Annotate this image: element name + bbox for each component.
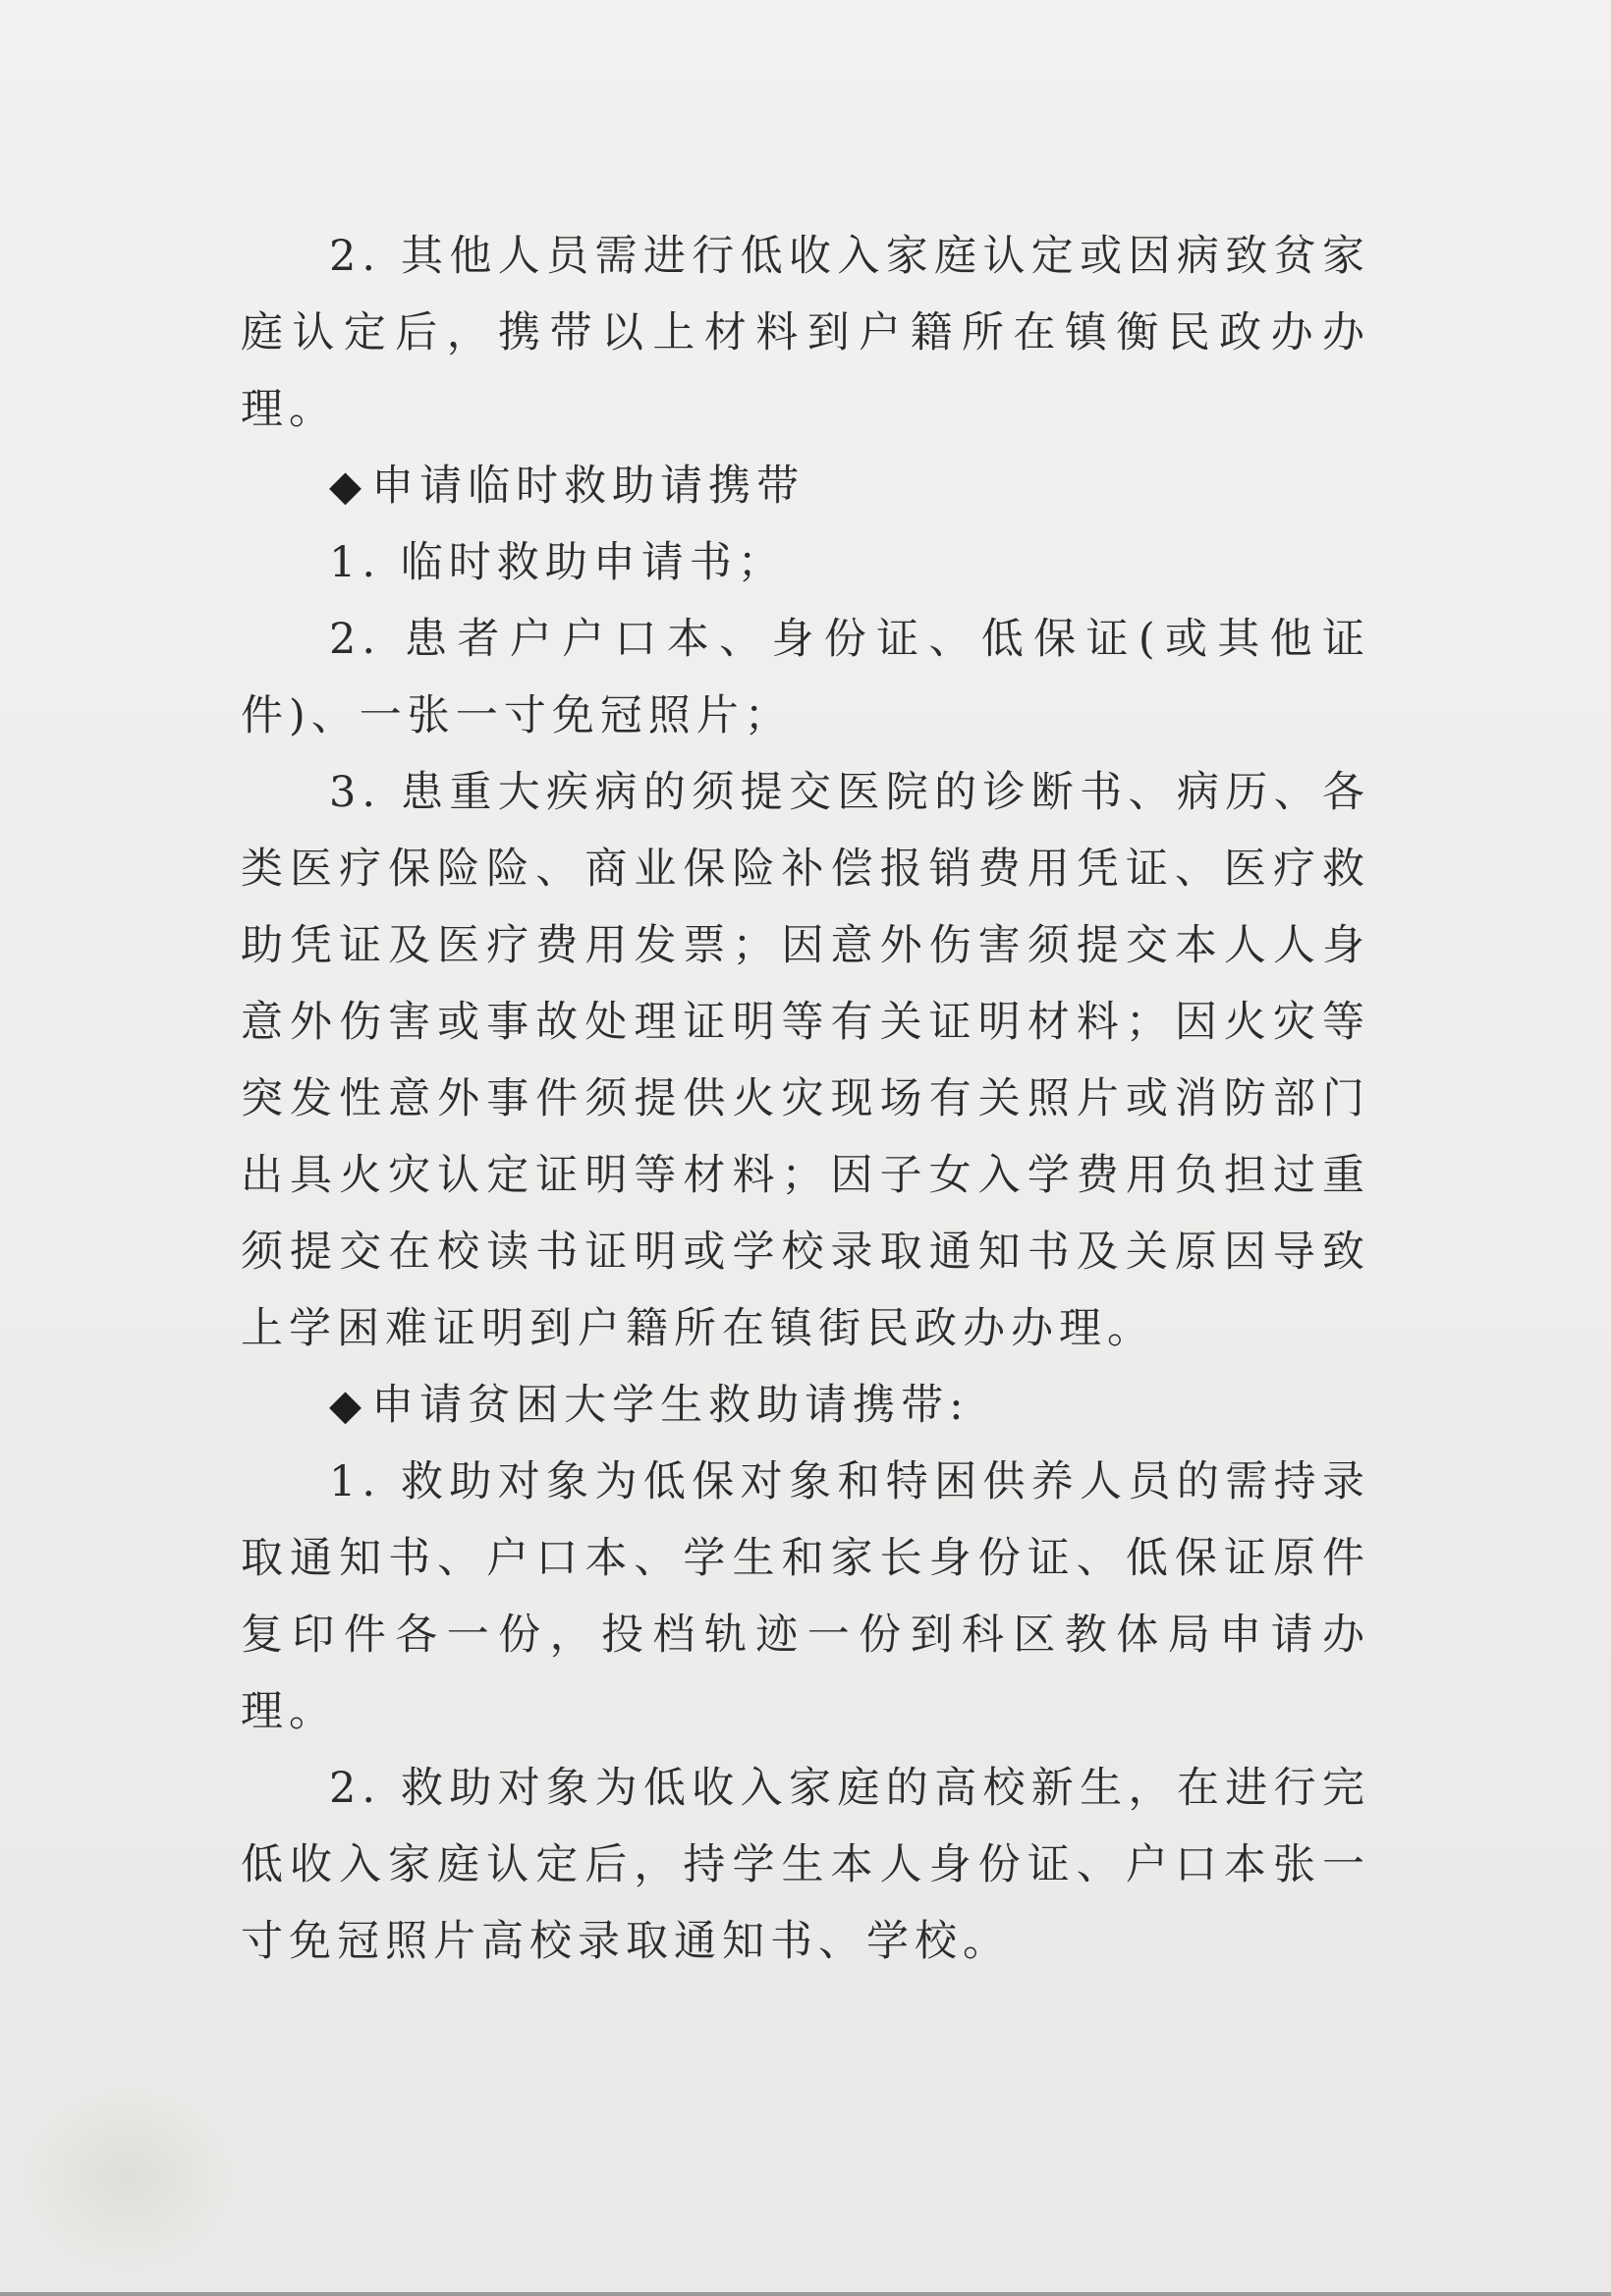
scan-shadow — [20, 2082, 236, 2269]
paragraph-application-form: 1. 临时救助申请书； — [329, 538, 786, 587]
heading-student-assistance — [241, 1367, 1370, 1444]
paragraph-subsistence-students: 1. 救助对象为低保对象和特困供养人员的需持录取通知书、户口本、学生和家长身份证、低保证原件复印件各一份，投档轨迹一份到科区教体局申请办理。 — [241, 1457, 1370, 1736]
document-body — [241, 218, 1370, 1980]
paragraph-supporting-materials: 3. 患重大疾病的须提交医院的诊断书、病历、各类医疗保险险、商业保险补偿报销费用凭证、医疗救助凭证及医疗费用发票；因意外伤害须提交本人人身意外伤害或事故处理证明等有关证明材料；因火灾等突发性意外事件须提供火灾现场有关照片或消防部门出具火灾认定证明等材料；因子女入学费用负担过重须提交在校读书证明或学校录取通知书及关原因导致上学困难证明到户籍所在镇街民政办办理。 — [241, 768, 1370, 1353]
diamond-bullet-icon: ◆ — [329, 1381, 368, 1430]
paragraph-other-persons: 2. 其他人员需进行低收入家庭认定或因病致贫家庭认定后，携带以上材料到户籍所在镇衡民政办办理。 — [241, 232, 1370, 434]
paragraph-low-income-students: 2. 救助对象为低收入家庭的高校新生，在进行完低收入家庭认定后，持学生本人身份证、户口本张一寸免冠照片高校录取通知书、学校。 — [241, 1764, 1370, 1966]
heading-text: 申请临时救助请携带 — [371, 462, 806, 511]
paragraph-id-documents: 2. 患者户户口本、身份证、低保证(或其他证件)、一张一寸免冠照片； — [241, 615, 1370, 740]
page-bottom-edge — [0, 2292, 1611, 2296]
heading-text: 申请贫困大学生救助请携带: — [371, 1381, 970, 1430]
heading-temporary-assistance — [241, 448, 1370, 524]
diamond-bullet-icon: ◆ — [329, 462, 368, 511]
